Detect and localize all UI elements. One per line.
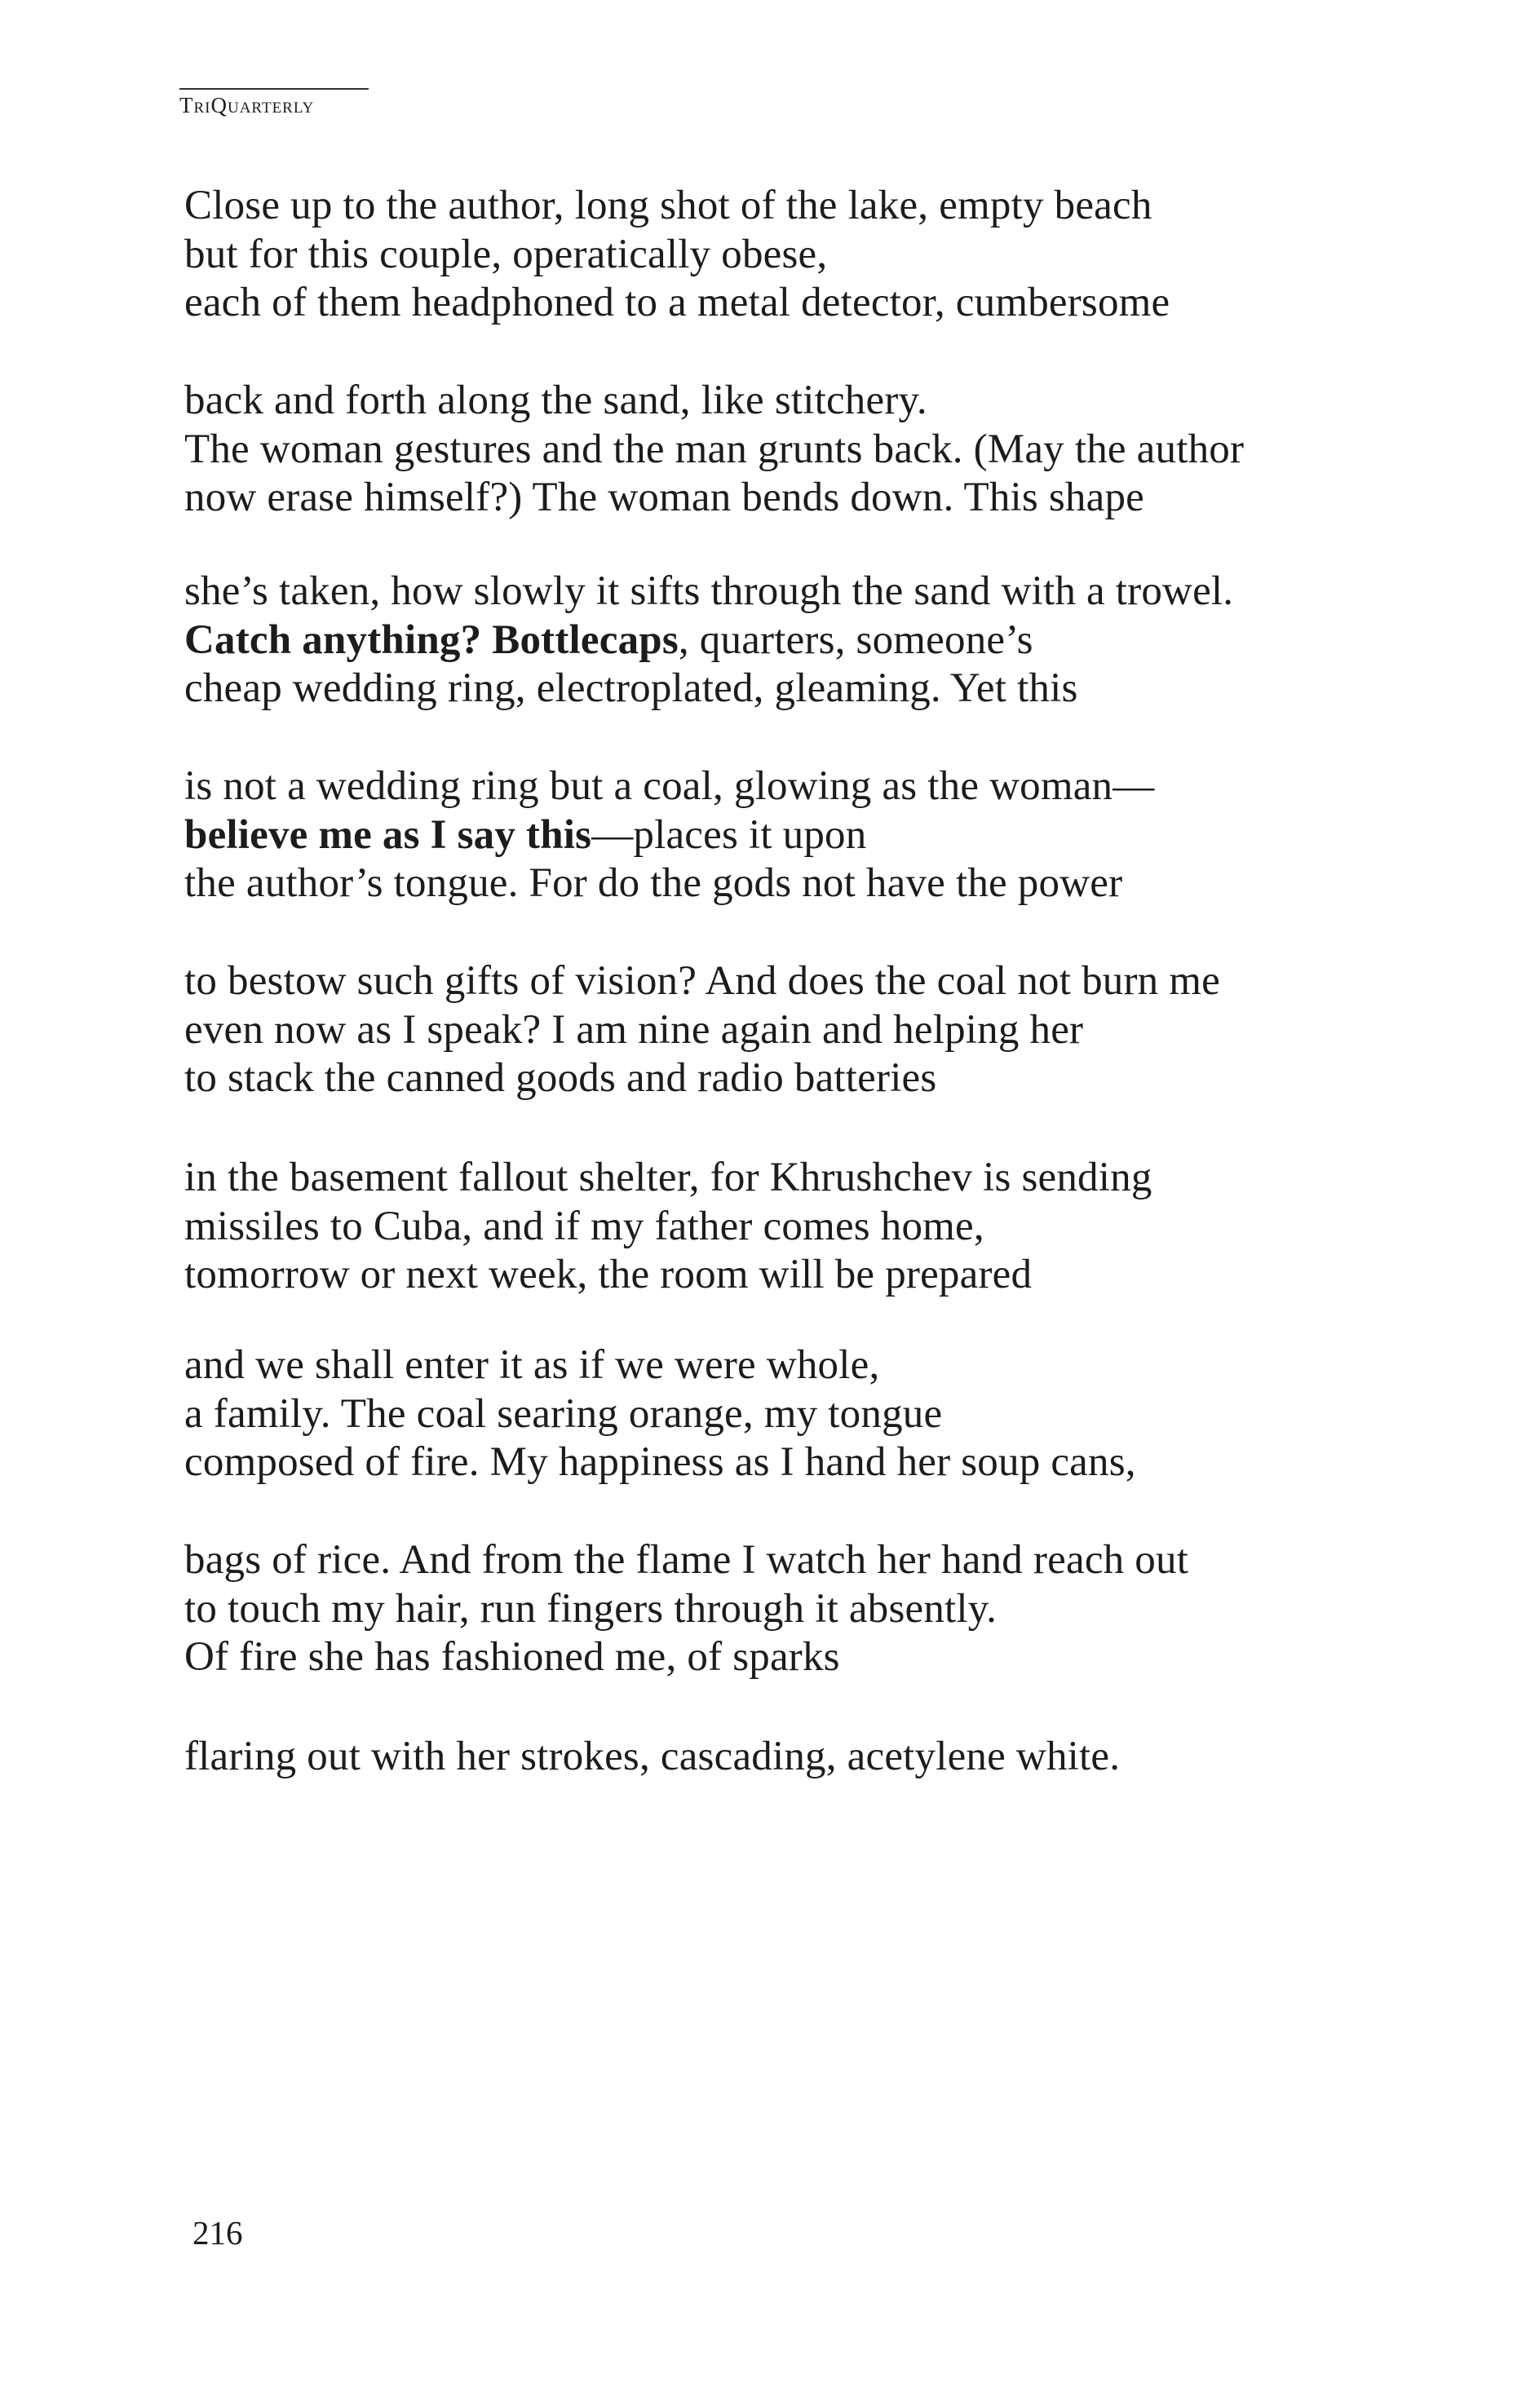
line-text: is not a wedding ring but a coal, glowing as the woman— (184, 763, 1155, 809)
line-text: missiles to Cuba, and if my father comes home, (184, 1203, 984, 1249)
line-text: cheap wedding ring, electroplated, gleaming. Yet this (184, 665, 1078, 711)
bold-text: Bottlecaps (492, 616, 679, 663)
line-text: in the basement fallout shelter, for Khrushchev is sending (184, 1155, 1152, 1200)
poem-line (184, 230, 827, 279)
line-text (481, 617, 492, 663)
line-text: now erase himself?) The woman bends down. This shape (184, 475, 1144, 520)
poem-line (184, 1250, 1032, 1299)
poem-line (184, 1438, 1136, 1487)
poem-line (184, 278, 1170, 327)
line-text: and we shall enter it as if we were whole, (184, 1342, 880, 1388)
poem-line (184, 567, 1233, 616)
page-number: 216 (192, 2214, 243, 2251)
poem-line (184, 1732, 1120, 1781)
poem-line (184, 1584, 997, 1633)
poem-line (184, 1153, 1152, 1202)
line-text: Of fire she has fashioned me, of sparks (184, 1634, 840, 1680)
line-text: The woman gestures and the man grunts back. (May the author (184, 426, 1245, 472)
line-text: a family. The coal searing orange, my tongue (184, 1390, 943, 1437)
poem-line (184, 1535, 1188, 1584)
line-text: bags of rice. And from the flame I watch her hand reach out (184, 1537, 1189, 1583)
poem-line (184, 473, 1144, 522)
line-text: to touch my hair, run fingers through it absently. (184, 1585, 998, 1632)
line-text: to bestow such gifts of vision? And does the coal not burn me (184, 958, 1221, 1004)
line-text: but for this couple, operatically obese, (184, 231, 828, 277)
running-head: TriQuarterly (179, 88, 369, 117)
line-text: composed of fire. My happiness as I hand her soup cans, (184, 1439, 1136, 1485)
poem-line (184, 1202, 984, 1251)
poem-line (184, 181, 1152, 230)
poem-line (184, 1054, 936, 1102)
line-text: even now as I speak? I am nine again and helping her (184, 1006, 1084, 1053)
line-text: , quarters, someone’s (678, 616, 1033, 663)
poem-line (184, 1633, 840, 1681)
poem-line (184, 376, 927, 425)
line-text: each of them headphoned to a metal detector, cumbersome (184, 280, 1170, 325)
bold-text: Catch anything? (184, 616, 482, 663)
poem-line (184, 616, 1033, 665)
poem-line (184, 811, 866, 859)
line-text: —places it upon (591, 811, 867, 858)
line-text: back and forth along the sand, like stitchery. (184, 378, 927, 423)
line-text: tomorrow or next week, the room will be prepared (184, 1252, 1033, 1297)
line-text: flaring out with her strokes, cascading, acetylene white. (184, 1734, 1121, 1779)
poem-line (184, 762, 1154, 811)
poem-line (184, 1390, 942, 1438)
poem-line (184, 859, 1122, 908)
poem-line (184, 664, 1078, 713)
poem-line (184, 1341, 879, 1390)
line-text: to stack the canned goods and radio batteries (184, 1055, 937, 1101)
poem-line (184, 425, 1244, 474)
line-text: the author’s tongue. For do the gods not have the power (184, 860, 1123, 906)
bold-text: believe me as I say this (184, 811, 592, 858)
poem-line (184, 1005, 1083, 1054)
poem-line (184, 957, 1220, 1005)
line-text: Close up to the author, long shot of the lake, empty beach (184, 183, 1152, 228)
line-text: she’s taken, how slowly it sifts through the sand with a trowel. (184, 568, 1234, 614)
